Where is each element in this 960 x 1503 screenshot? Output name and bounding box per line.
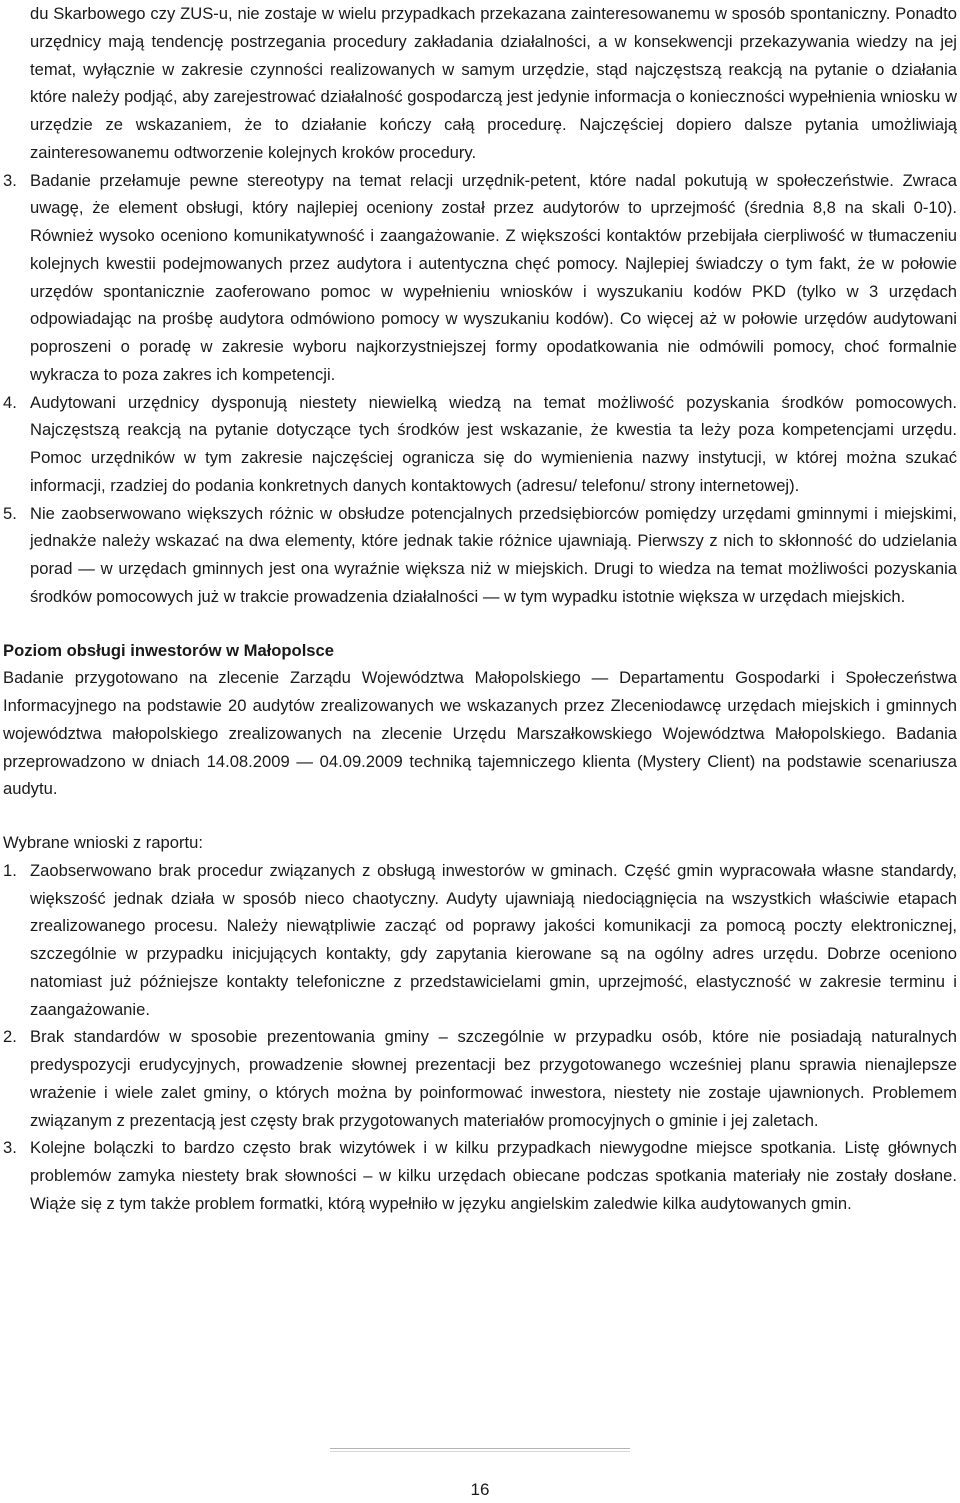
footer-divider — [330, 1448, 630, 1449]
list-item — [3, 857, 957, 1024]
continuation-paragraph: du Skarbowego czy ZUS-u, nie zostaje w wielu przypadkach przekazana zainteresowanemu w sposób spontaniczny. Ponadto urzędnicy mają tendencję postrzegania procedury zakładania działalności, a w konsekwencji przekazywania wiedzy na jej temat, wyłącznie w zakresie czynności realizowanych w samym urzędzie, stąd najczęstszą reakcją na pytanie o działania które należy podjąć, aby zarejestrować działalność gospodarczą jest jedynie informacja o konieczności wypełnienia wniosku w urzędzie ze wskazaniem, że to działanie kończy całą procedurę. Najczęściej dopiero dalsze pytania umożliwiają zainteresowanemu odtworzenie kolejnych kroków procedury. — [30, 4, 957, 162]
list-item-number: 2. — [3, 1027, 17, 1047]
list-item-text: Zaobserwowano brak procedur związanych z obsługą inwestorów w gminach. Część gmin wypracowała własne standardy, większość jednak działa w sposób nieco chaotyczny. Audyty ujawniają niedociągnięcia na wszystkich właściwie etapach zrealizowanego procesu. Należy niewątpliwie zacząć od poprawy jakości komunikacji za pomocą poczty elektronicznej, szczególnie w przypadku inicjujących kontakty, gdy zapytania kierowane są na ogólny adres urzędu. Dobrze oceniono natomiast już późniejsze kontakty telefoniczne z przedstawicielami gmin, uprzejmość, elastyczność w zakresie terminu i zaangażowanie. — [30, 860, 957, 1019]
list-item — [3, 167, 957, 389]
footer-divider-shadow — [330, 1451, 630, 1452]
section-spacer — [3, 611, 957, 637]
list-item — [3, 1134, 957, 1217]
list-item-number: 3. — [3, 170, 17, 190]
list-item — [3, 500, 957, 611]
list-item-number: 4. — [3, 392, 17, 412]
list-item — [3, 1023, 957, 1134]
findings-list-top — [3, 167, 957, 611]
list-item-text: Badanie przełamuje pewne stereotypy na temat relacji urzędnik-petent, które nadal pokutują w społeczeństwie. Zwraca uwagę, że element obsługi, który najlepiej oceniony został przez audytorów to uprzejmość (średnia 8,8 na skali 0-10). Również wysoko oceniono komunikatywność i zaangażowanie. Z większości kontaktów przebijała cierpliwość w tłumaczeniu kolejnych kwestii podejmowanych przez audytora i autentyczna chęć pomocy. Najlepiej świadczy o tym fakt, że w połowie urzędów spontanicznie zaoferowano pomoc w wypełnieniu wniosków i wyszukaniu kodów PKD (tylko w 3 urzędach odpowiadając na prośbę audytora odmówiono pomocy w wyszukaniu kodów). Co więcej aż w połowie urzędów audytowani poproszeni o poradę w zakresie wyboru najkorzystniejszej formy opodatkowania nie odmówili pomocy, choć formalnie wykracza to poza zakres ich kompetencji. — [30, 170, 957, 384]
list-item — [3, 389, 957, 500]
paragraph-spacer — [3, 803, 957, 829]
list-item-text: Audytowani urzędnicy dysponują niestety niewielką wiedzą na temat możliwość pozyskania środków pomocowych. Najczęstszą reakcją na pytanie dotyczące tych środków jest wskazanie, że kwestia ta leży poza kompetencjami urzędu. Pomoc urzędników w tym zakresie najczęściej ogranicza się do wymienienia nazwy instytucji, w której można szukać informacji, rzadziej do podania konkretnych danych kontaktowych (adresu/ telefonu/ strony internetowej). — [30, 392, 957, 495]
conclusions-list — [3, 857, 957, 1218]
section-heading: Poziom obsługi inwestorów w Małopolsce — [3, 640, 334, 660]
list-item-text: Nie zaobserwowano większych różnic w obsłudze potencjalnych przedsiębiorców pomiędzy urzędami gminnymi i miejskimi, jednakże należy wskazać na dwa elementy, które jednak takie różnice ujawniają. Pierwszy z nich to skłonność do udzielania porad — w urzędach gminnych jest ona wyraźnie większa niż w miejskich. Drugi to wiedza na temat możliwości pozyskania środków pomocowych już w trakcie prowadzenia działalności — w tym wypadku istotnie większa w urzędach miejskich. — [30, 503, 957, 606]
section-intro: Badanie przygotowano na zlecenie Zarządu Województwa Małopolskiego — Departamentu Gospodarki i Społeczeństwa Informacyjnego na podstawie 20 audytów zrealizowanych we wskazanych przez Zleceniodawcę urzędach miejskich i gminnych województwa małopolskiego zrealizowanych na zlecenie Urzędu Marszałkowskiego Województwa Małopolskiego. Badania przeprowadzono w dniach 14.08.2009 — 04.09.2009 techniką tajemniczego klienta (Mystery Client) na podstawie scenariusza audytu. — [3, 668, 957, 799]
page-number: 16 — [470, 1480, 490, 1499]
document-body — [3, 0, 957, 1218]
list-item-number: 3. — [3, 1138, 17, 1158]
list-item-number: 5. — [3, 503, 17, 523]
conclusions-label: Wybrane wnioski z raportu: — [3, 833, 203, 852]
list-item-number: 1. — [3, 860, 17, 880]
list-item-text: Brak standardów w sposobie prezentowania gminy – szczególnie w przypadku osób, które nie posiadają naturalnych predyspozycji erudycyjnych, prowadzenie słownej prezentacji bez przygotowanego wcześniej planu sprawia nienajlepsze wrażenie i wiele zalet gminy, o których można by poinformować inwestora, niestety nie zostaje ujawnionych. Problemem związanym z prezentacją jest częsty brak przygotowanych materiałów promocyjnych o gminie i jej zaletach. — [30, 1027, 957, 1130]
list-item-text: Kolejne bolączki to bardzo często brak wizytówek i w kilku przypadkach niewygodne miejsce spotkania. Listę głównych problemów zamyka niestety brak słowności – w kilku urzędach obiecane podczas spotkania materiały nie zostały dosłane. Wiąże się z tym także problem formatki, którą wypełniło w języku angielskim zaledwie kilka audytowanych gmin. — [30, 1138, 957, 1213]
